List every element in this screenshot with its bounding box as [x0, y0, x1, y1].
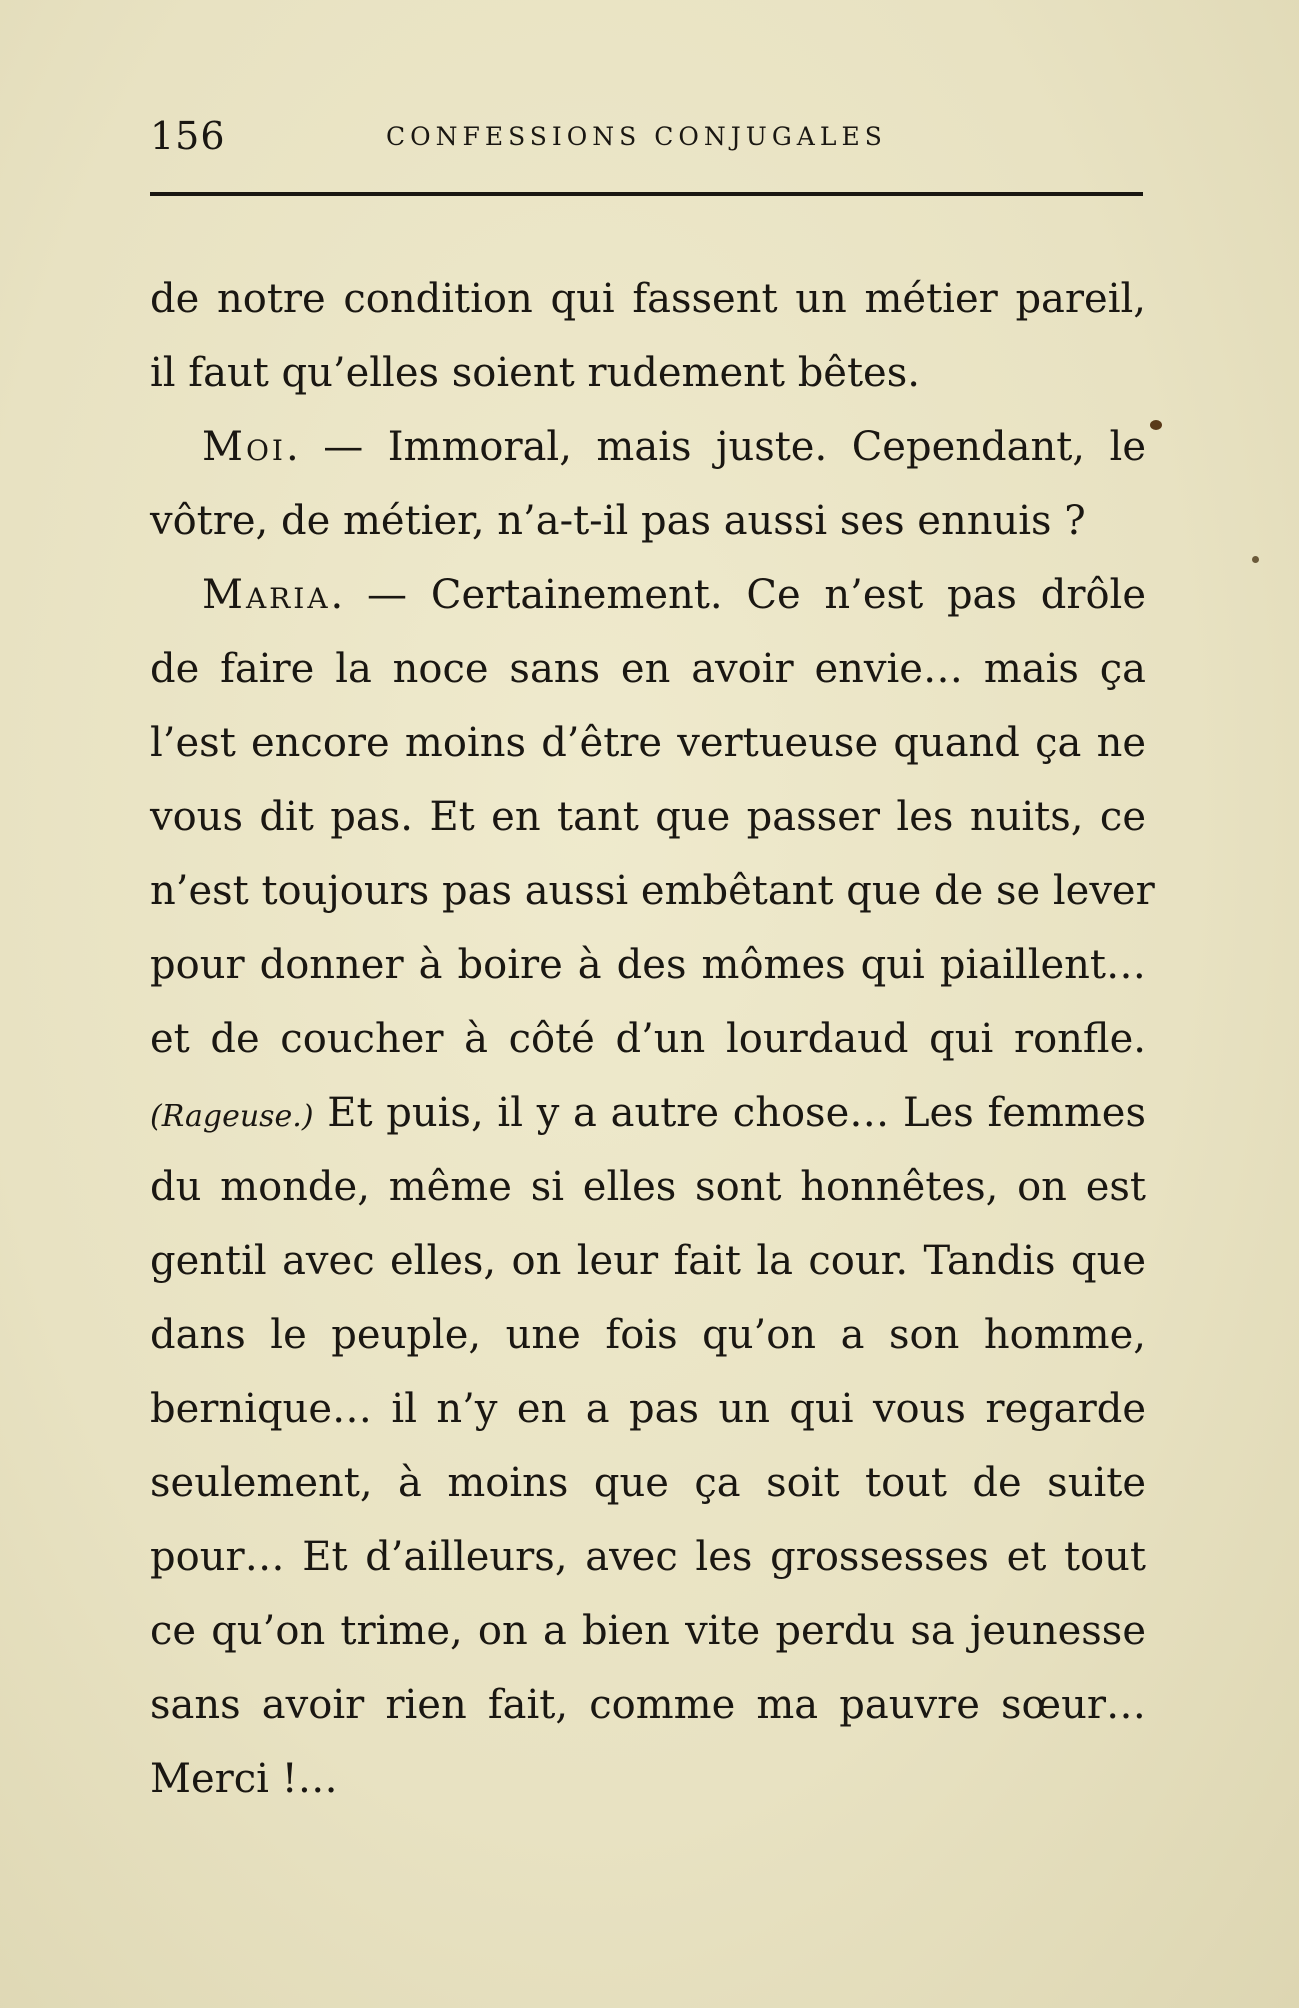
line-text: Merci !…: [150, 1756, 338, 1802]
text-line: [150, 1076, 1146, 1150]
line-text: Et puis, il y a autre chose… Les femmes: [313, 1090, 1146, 1136]
ink-speck: [1150, 420, 1162, 430]
text-line: [150, 1372, 1146, 1446]
header-rule: [150, 192, 1143, 196]
line-text: de faire la noce sans en avoir envie… mais ça: [150, 646, 1146, 692]
stage-direction: (Rageuse.): [150, 1099, 314, 1134]
speaker-name: Maria: [202, 572, 331, 618]
line-text: pour donner à boire à des mômes qui piaillent…: [150, 942, 1146, 988]
text-line: [150, 484, 1146, 558]
line-text: de notre condition qui fassent un métier pareil,: [150, 276, 1146, 322]
text-line: [150, 1668, 1146, 1742]
line-text: pour… Et d’ailleurs, avec les grossesses et tout: [150, 1534, 1146, 1580]
text-line: [150, 558, 1146, 632]
line-text: l’est encore moins d’être vertueuse quand ça ne: [150, 720, 1146, 766]
line-text: gentil avec elles, on leur fait la cour. Tandis que: [150, 1238, 1146, 1284]
text-line: [150, 1002, 1146, 1076]
line-text: . — Certainement. Ce n’est pas drôle: [330, 572, 1146, 618]
text-line: [150, 1520, 1146, 1594]
line-text: n’est toujours pas aussi embêtant que de se lever: [150, 868, 1155, 914]
body-text: [150, 262, 1155, 1816]
speaker-name: Moi: [202, 424, 286, 470]
line-text: il faut qu’elles soient rudement bêtes.: [150, 350, 920, 396]
line-text: . — Immoral, mais juste. Cependant, le: [285, 424, 1146, 470]
text-line: [150, 928, 1146, 1002]
text-line: [150, 336, 1146, 410]
text-line: [150, 1742, 1146, 1816]
text-line: [150, 780, 1146, 854]
page-header: [150, 108, 1142, 168]
text-line: [150, 1224, 1146, 1298]
line-text: bernique… il n’y en a pas un qui vous regarde: [150, 1386, 1146, 1432]
ink-speck: [1252, 556, 1259, 563]
text-line: [150, 262, 1146, 336]
line-text: vous dit pas. Et en tant que passer les nuits, ce: [150, 794, 1146, 840]
page-number: 156: [150, 114, 226, 158]
text-line: [150, 1446, 1146, 1520]
line-text: dans le peuple, une fois qu’on a son homme,: [150, 1312, 1146, 1358]
text-line: [150, 854, 1155, 928]
text-line: [150, 410, 1146, 484]
line-text: et de coucher à côté d’un lourdaud qui ronfle.: [150, 1016, 1146, 1062]
line-text: seulement, à moins que ça soit tout de suite: [150, 1460, 1146, 1506]
text-line: [150, 706, 1146, 780]
line-text: du monde, même si elles sont honnêtes, on est: [150, 1164, 1146, 1210]
running-title: CONFESSIONS CONJUGALES: [386, 122, 887, 151]
text-line: [150, 1594, 1146, 1668]
text-line: [150, 632, 1146, 706]
text-line: [150, 1298, 1146, 1372]
line-text: sans avoir rien fait, comme ma pauvre sœur…: [150, 1682, 1146, 1728]
line-text: ce qu’on trime, on a bien vite perdu sa jeunesse: [150, 1608, 1146, 1654]
line-text: vôtre, de métier, n’a-t-il pas aussi ses ennuis ?: [150, 498, 1086, 544]
text-line: [150, 1150, 1146, 1224]
